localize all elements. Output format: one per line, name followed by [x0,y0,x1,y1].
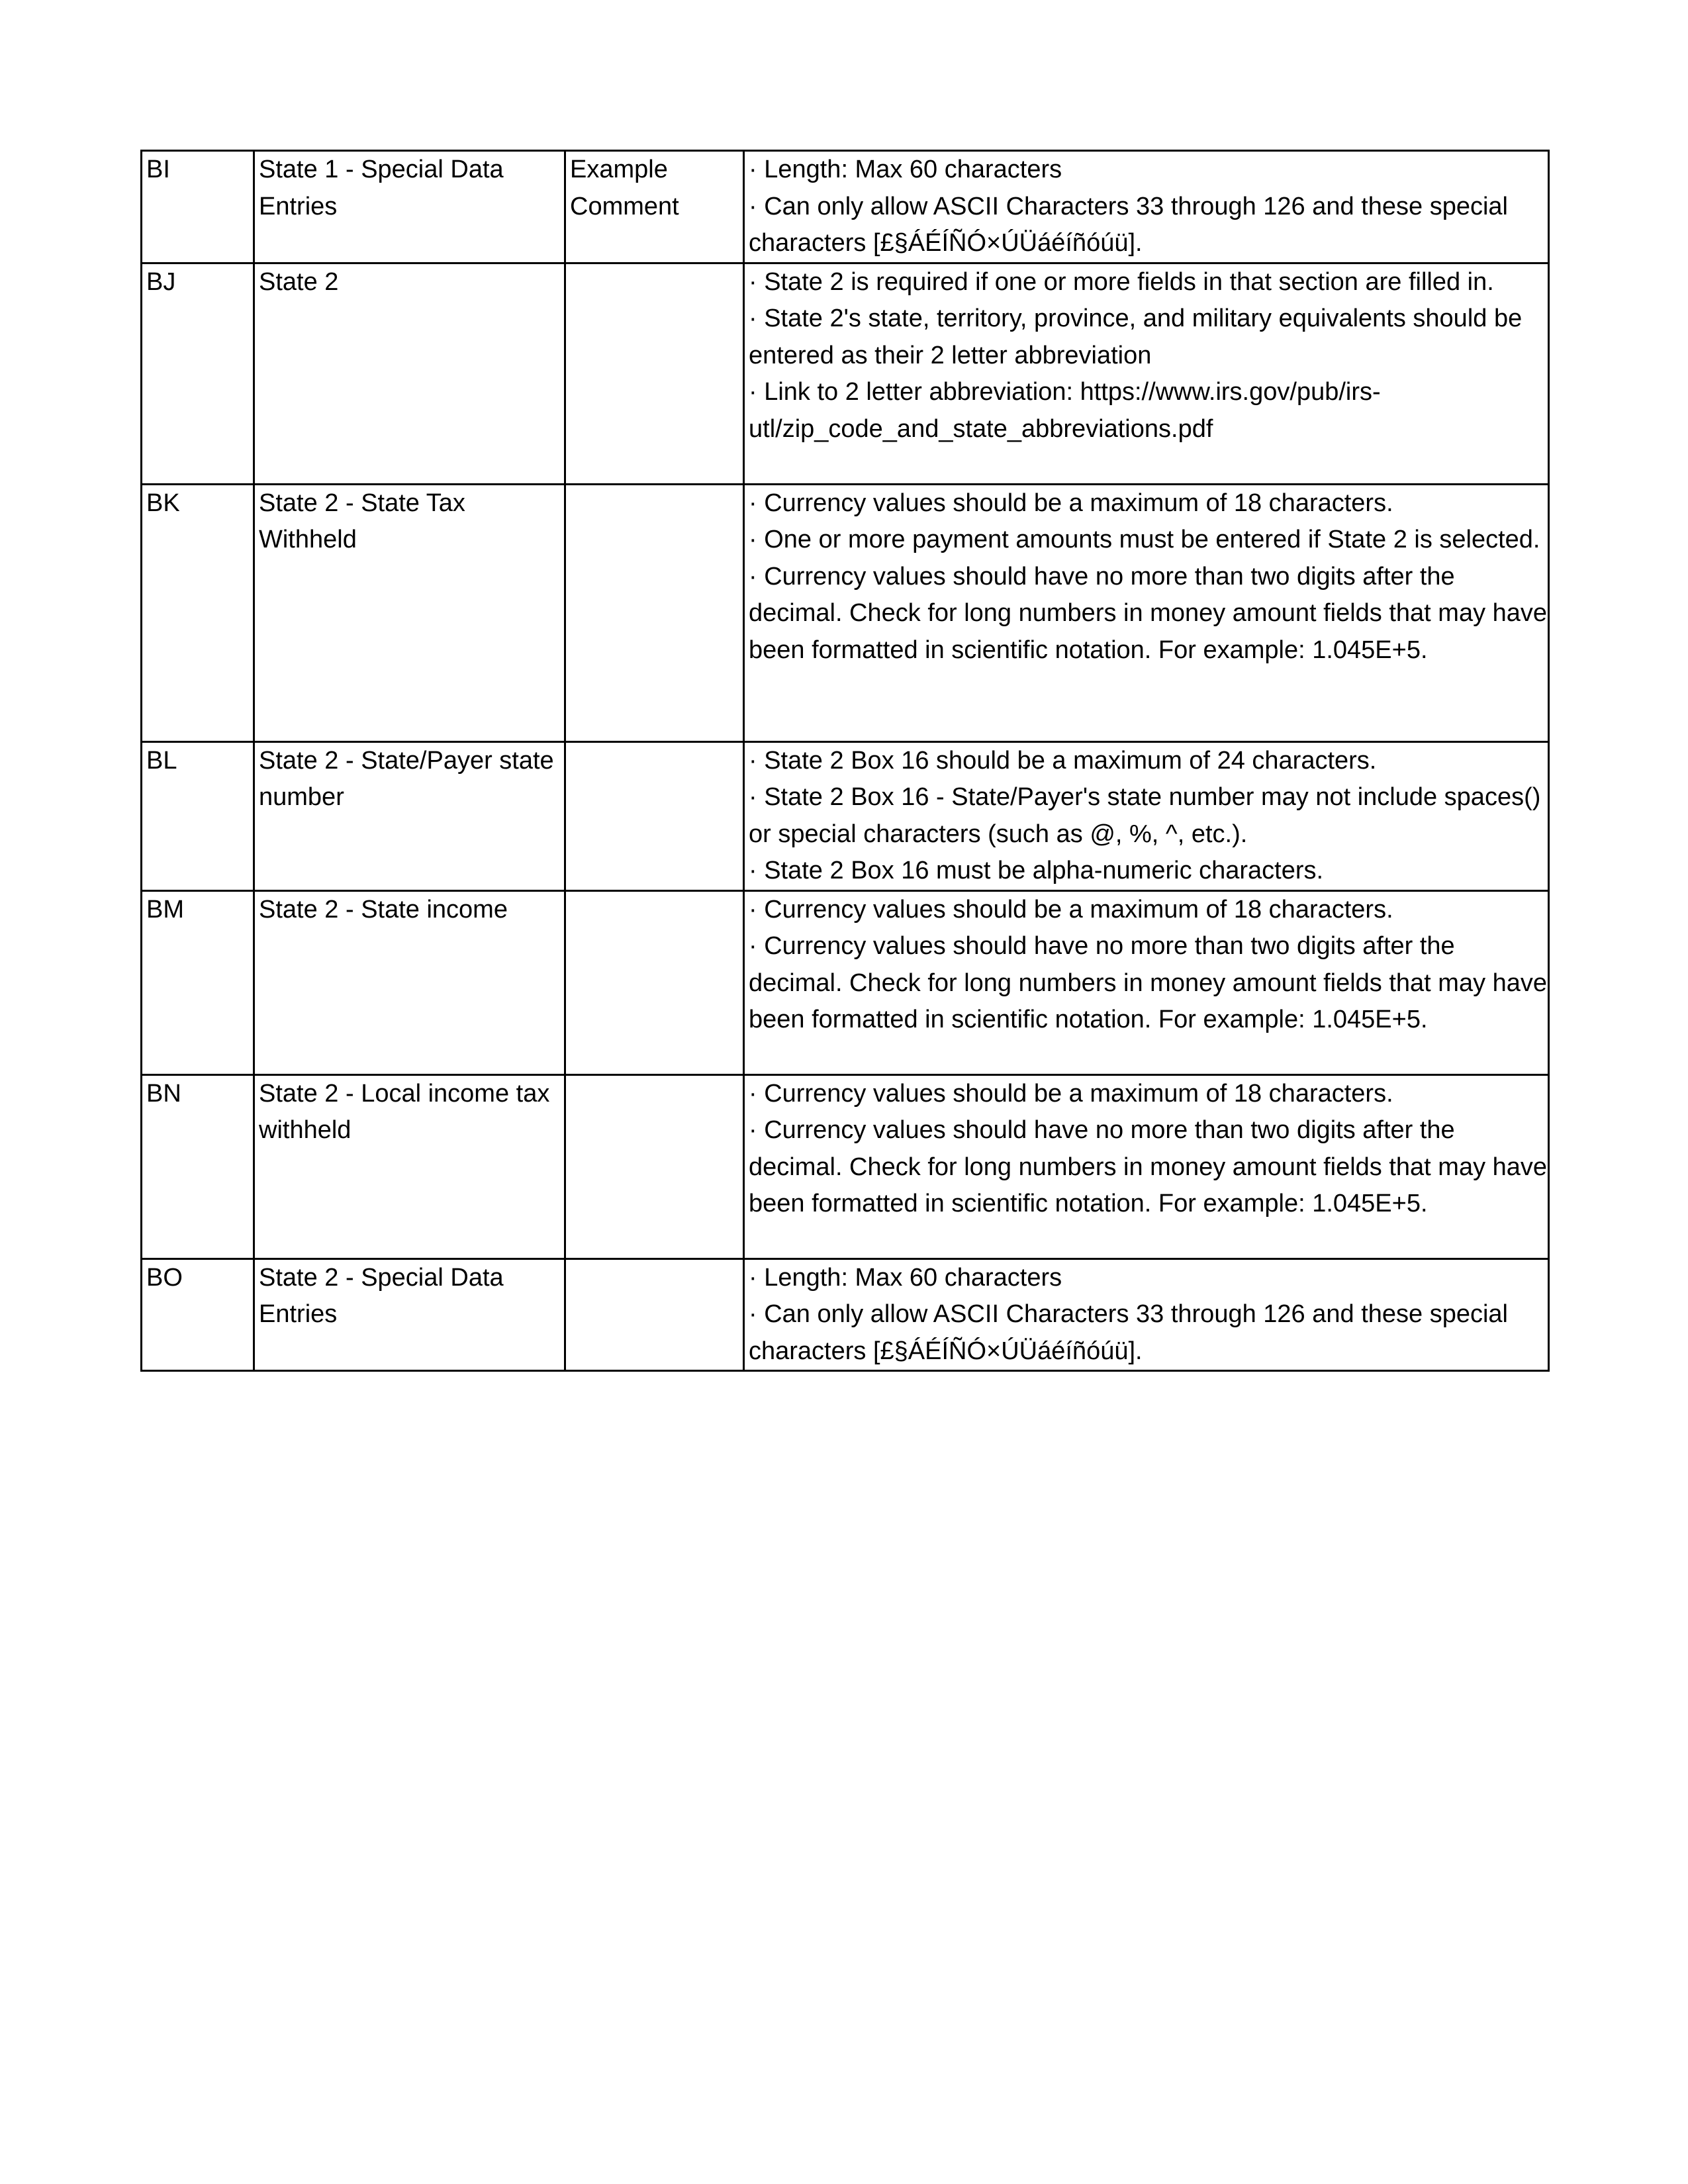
field-code: BN [142,1074,254,1258]
rule-line: · Length: Max 60 characters [749,156,1062,183]
field-example [565,263,744,484]
rule-line: · Length: Max 60 characters [749,1263,1062,1292]
field-example: Example Comment [565,151,744,263]
field-example [565,484,744,741]
rule-line: · Currency values should have no more than two digits after the decimal. Check for long numbers in money amount fields that may have been formatted in scientific notation. For example: 1.045E+5. [749,932,1548,1033]
rule-line: · State 2 Box 16 should be a maximum of 24 characters. [749,746,1377,775]
field-example [565,1258,744,1371]
rule-line: · One or more payment amounts must be entered if State 2 is selected. [749,526,1540,553]
rule-line: · Link to 2 letter abbreviation: https://www.irs.gov/pub/irs-utl/zip_code_and_state_abbreviations.pdf [749,378,1381,443]
field-name: State 2 [254,263,565,484]
field-code: BJ [142,263,254,484]
rule-line: · Currency values should be a maximum of 18 characters. [749,895,1393,924]
field-code: BM [142,890,254,1074]
table-row [142,1258,1549,1371]
field-code: BI [142,151,254,263]
rule-line: · Can only allow ASCII Characters 33 through 126 and these special characters [£§ÁÉÍÑÓ×ÚÜáéíñóúü]. [749,192,1508,257]
rule-line: · State 2 Box 16 must be alpha-numeric characters. [749,857,1324,884]
field-rules [744,741,1549,890]
field-rules [744,1258,1549,1371]
rule-line: · Currency values should be a maximum of 18 characters. [749,489,1393,517]
field-code: BO [142,1258,254,1371]
rule-line: · Currency values should have no more than two digits after the decimal. Check for long numbers in money amount fields that may have been formatted in scientific notation. For example: 1.045E+5. [749,562,1548,664]
rule-line: · Can only allow ASCII Characters 33 through 126 and these special characters [£§ÁÉÍÑÓ×ÚÜáéíñóúü]. [749,1300,1508,1365]
table-row [142,484,1549,741]
table-row [142,263,1549,484]
table-row [142,890,1549,1074]
rule-line: · Currency values should have no more than two digits after the decimal. Check for long numbers in money amount fields that may have been formatted in scientific notation. For example: 1.045E+5. [749,1116,1548,1217]
field-code: BK [142,484,254,741]
field-rules [744,1074,1549,1258]
field-name: State 2 - State/Payer state number [254,741,565,890]
field-example [565,741,744,890]
field-example [565,890,744,1074]
table-row [142,151,1549,263]
rule-line: · State 2 is required if one or more fields in that section are filled in. [749,267,1494,296]
field-code: BL [142,741,254,890]
field-example [565,1074,744,1258]
field-rules [744,263,1549,484]
field-spec-table [140,150,1550,1372]
rule-line: · Currency values should be a maximum of 18 characters. [749,1079,1393,1108]
table-row [142,1074,1549,1258]
field-rules [744,890,1549,1074]
field-rules [744,151,1549,263]
rule-line: · State 2 Box 16 - State/Payer's state number may not include spaces() or special characters (such as @, %, ^, etc.). [749,783,1541,848]
table-row [142,741,1549,890]
field-name: State 2 - State income [254,890,565,1074]
field-name: State 2 - State Tax Withheld [254,484,565,741]
field-name: State 2 - Special Data Entries [254,1258,565,1371]
field-rules [744,484,1549,741]
rule-line: · State 2's state, territory, province, and military equivalents should be entered as their 2 letter abbreviation [749,305,1523,369]
field-name: State 1 - Special Data Entries [254,151,565,263]
field-name: State 2 - Local income tax withheld [254,1074,565,1258]
